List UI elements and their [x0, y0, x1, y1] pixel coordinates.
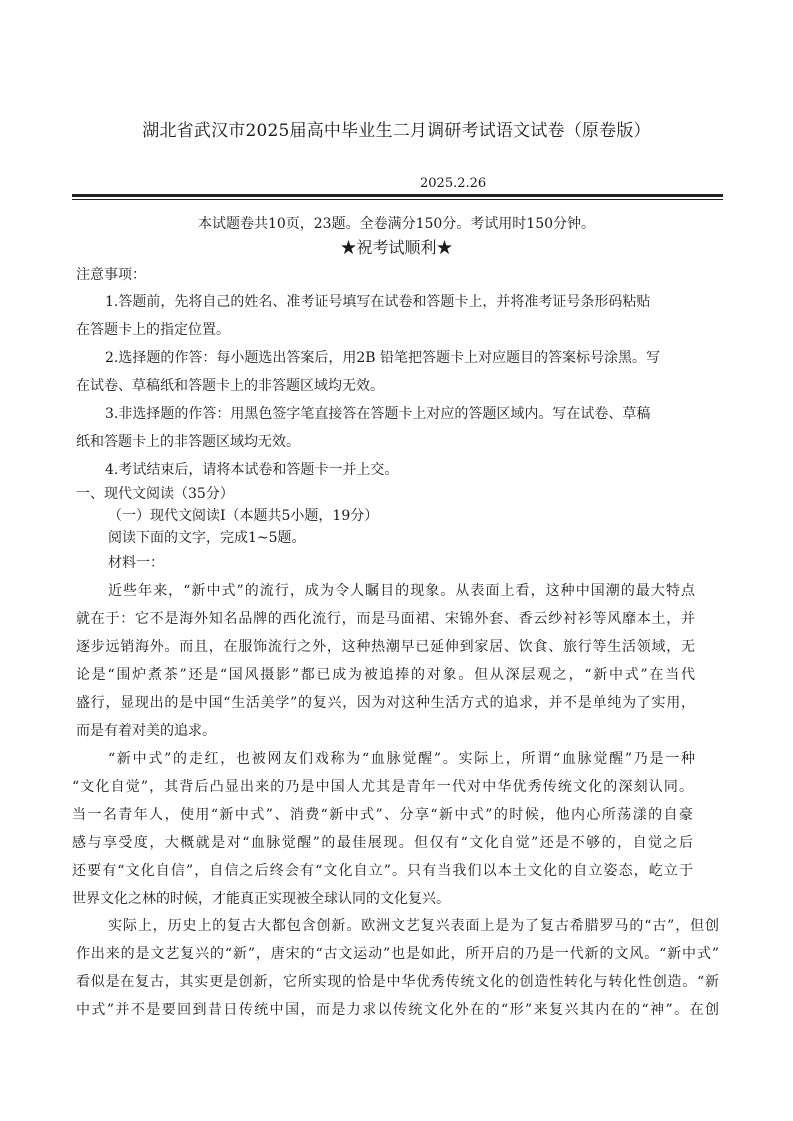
blessing-line: ★祝考试顺利★ — [340, 238, 453, 257]
notice-2-line-2: 在试卷、草稿纸和答题卡上的非答题区域均无效。 — [76, 378, 384, 394]
notice-1-line-1: 1.答题前，先将自己的姓名、准考证号填写在试卷和答题卡上，并将准考证号条形码粘贴 — [105, 294, 651, 310]
paragraph-line: 就在于：它不是海外知名品牌的西化流行，而是马面裙、宋锦外套、香云纱衬衫等风靡本土，并 — [76, 611, 695, 627]
section-heading: 一、现代文阅读（35分） — [76, 486, 234, 502]
paragraph-line: 还要有“文化自信”，自信之后终会有“文化自立”。只有当我们以本土文化的自立姿态，屹立于 — [72, 863, 693, 879]
paragraph-line: 作出来的是文艺复兴的“新”，唐宋的“古文运动”也是如此，所开启的乃是一代新的文风。“新中式” — [76, 946, 719, 962]
header-rule-thick — [72, 194, 723, 197]
header-rule-thin — [72, 199, 723, 200]
paragraph-line: 实际上，历史上的复古大都包含创新。欧洲文艺复兴表面上是为了复古希腊罗马的“古”，但创 — [108, 918, 719, 934]
paragraph-line: 看似是在复古，其实更是创新，它所实现的恰是中华优秀传统文化的创造性转化与转化性创造。“新 — [76, 974, 719, 990]
paragraph-line: 盛行，显现出的是中国“生活美学”的复兴，因为对这种生活方式的追求，并不是单纯为了实用， — [76, 695, 695, 711]
exam-date: 2025.2.26 — [420, 176, 487, 191]
notice-3-line-1: 3.非选择题的作答：用黑色签字笔直接答在答题卡上对应的答题区域内。写在试卷、草稿 — [105, 406, 651, 422]
paragraph-line: 中式”并不是要回到昔日传统中国，而是力求以传统文化外在的“形”来复兴其内在的“神”。在创 — [76, 1002, 719, 1018]
paragraph-line: “新中式”的走红，也被网友们戏称为“血脉觉醒”。实际上，所谓“血脉觉醒”乃是一种 — [108, 751, 695, 767]
document-title: 湖北省武汉市2025届高中毕业生二月调研考试语文试卷（原卷版） — [142, 121, 651, 141]
notice-1-line-2: 在答题卡上的指定位置。 — [76, 322, 230, 338]
paragraph-line: 近些年来，“新中式”的流行，成为令人瞩目的现象。从表面上看，这种中国潮的最大特点 — [108, 583, 695, 599]
paragraph-line: 逐步远销海外。而且，在服饰流行之外，这种热潮早已延伸到家居、饮食、旅行等生活领域，无 — [76, 639, 695, 655]
material-label: 材料一： — [108, 555, 164, 571]
exam-summary: 本试题卷共10页，23题。全卷满分150分。考试用时150分钟。 — [197, 216, 596, 232]
paragraph-line: 而是有着对美的追求。 — [76, 723, 216, 739]
paragraph-line: 当一名青年人，使用“新中式”、消费“新中式”、分享“新中式”的时候，他内心所荡漾的自豪 — [72, 807, 693, 823]
notice-2-line-1: 2.选择题的作答：每小题选出答案后，用2B 铅笔把答题卡上对应题目的答案标号涂黑。写 — [105, 350, 661, 366]
notice-heading: 注意事项： — [76, 267, 146, 283]
subsection-heading: （一）现代文阅读I（本题共5小题，19分） — [108, 508, 379, 524]
notice-4-line-1: 4.考试结束后，请将本试卷和答题卡一并上交。 — [105, 462, 399, 478]
paragraph-line: “文化自觉”，其背后凸显出来的乃是中国人尤其是青年一代对中华优秀传统文化的深刻认同。 — [72, 779, 693, 795]
notice-3-line-2: 纸和答题卡上的非答题区域均无效。 — [76, 434, 300, 450]
paragraph-line: 世界文化之林的时候，才能真正实现被全球认同的文化复兴。 — [72, 891, 450, 907]
paragraph-line: 论是“围炉煮茶”还是“国风摄影”都已成为被追捧的对象。但从深层观之，“新中式”在当代 — [76, 667, 695, 683]
reading-instruction: 阅读下面的文字，完成1~5题。 — [108, 530, 306, 546]
paragraph-line: 感与享受度，大概就是对“血脉觉醒”的最佳展现。但仅有“文化自觉”还是不够的，自觉之后 — [72, 835, 693, 851]
